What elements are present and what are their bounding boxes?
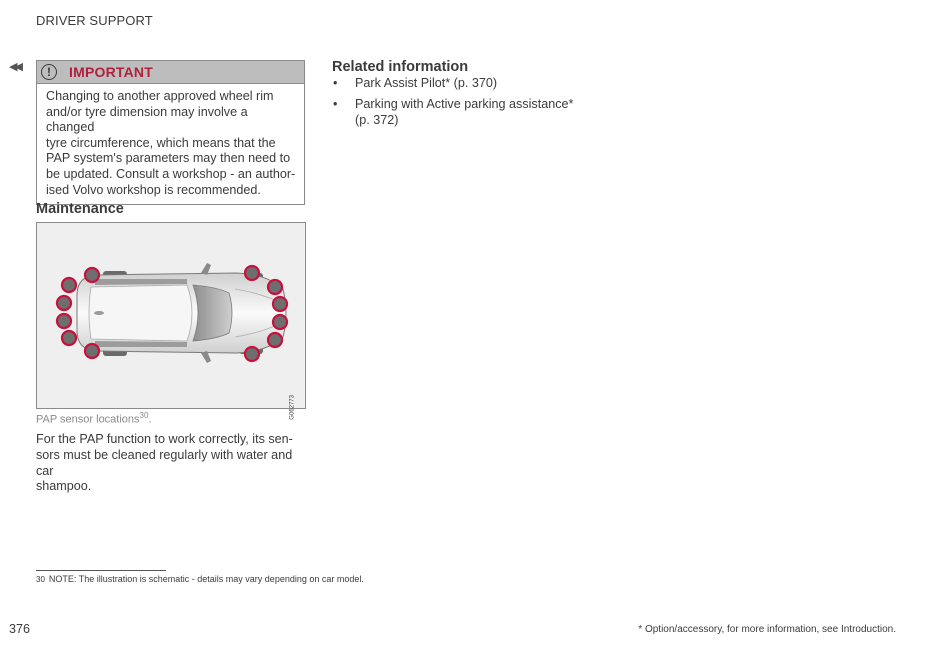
important-notice-box	[36, 60, 305, 205]
related-information-list	[332, 76, 592, 133]
related-link-park-assist-pilot[interactable]	[332, 76, 592, 92]
link-text[interactable]: (p. 372)	[355, 112, 399, 127]
important-line: tyre circumference, which means that the	[46, 135, 276, 150]
exclamation-circle-icon: !	[41, 64, 57, 80]
link-text[interactable]: Parking with Active parking assistance*	[355, 96, 574, 111]
maintenance-body	[36, 432, 308, 495]
bullet: •	[333, 76, 338, 90]
link-text[interactable]: Park Assist Pilot* (p. 370)	[355, 76, 498, 90]
important-line: PAP system's parameters may then need to	[46, 151, 291, 166]
important-line: ised Volvo workshop is recommended.	[46, 182, 261, 197]
footnote-divider	[36, 570, 166, 571]
caption-period: .	[148, 413, 152, 426]
page-number: 376	[9, 622, 31, 636]
body-line: shampoo.	[36, 479, 92, 494]
important-line: be updated. Consult a workshop - an author-	[46, 166, 296, 181]
footer-note: * Option/accessory, for more information, see Introduction.	[638, 624, 896, 635]
figure-caption	[36, 411, 152, 426]
related-link-active-parking-assistance[interactable]	[332, 97, 592, 129]
caption-text: PAP sensor locations	[36, 413, 140, 426]
footnote-text: NOTE: The illustration is schematic - details may vary depending on car model.	[48, 574, 364, 584]
important-line: and/or tyre dimension may involve a changed	[46, 104, 248, 135]
body-line: For the PAP function to work correctly, its sen-	[36, 432, 293, 446]
bullet: •	[333, 96, 338, 111]
important-notice-text	[37, 84, 304, 204]
footnote-ref[interactable]: 30	[139, 411, 149, 420]
footnote	[36, 574, 364, 584]
car-top-view-illustration	[37, 223, 305, 408]
double-left-arrow-icon[interactable]: ◀◀	[9, 61, 20, 73]
footnote-number: 30	[36, 575, 45, 584]
maintenance-heading: Maintenance	[36, 201, 124, 217]
important-title: IMPORTANT	[69, 64, 153, 80]
running-header: DRIVER SUPPORT	[36, 13, 153, 28]
illustration-code: G062773	[290, 395, 296, 420]
body-line: sors must be cleaned regularly with water and car	[36, 447, 293, 478]
related-information-heading: Related information	[332, 59, 469, 75]
important-notice-header	[37, 61, 304, 84]
important-line: Changing to another approved wheel rim	[46, 89, 274, 103]
